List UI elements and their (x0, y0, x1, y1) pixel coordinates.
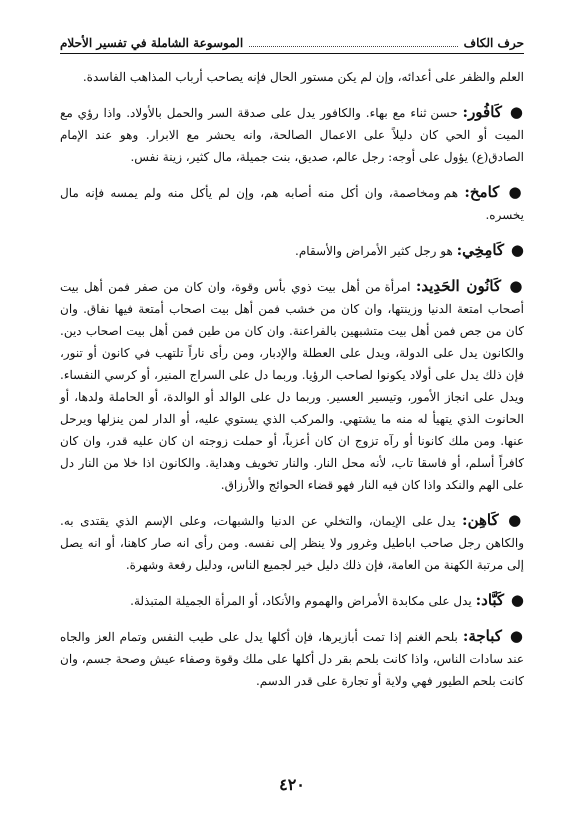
bullet-icon: ● (508, 511, 524, 529)
entry-term: كباجة: (462, 627, 502, 645)
header-dot-leader (249, 46, 457, 47)
header-rule (60, 53, 524, 54)
page-number: ٤٢٠ (279, 775, 305, 794)
entry-text: هم ومخاصمة، وان أكل منه أصابه هم، وإن لم يأكل منه ولم يمسه فإنه مال يخسره. (60, 186, 524, 222)
entry-kamikhi (60, 239, 524, 262)
entry-text: يدل على الإيمان، والتخلي عن الدنيا والشبهات، وعلى الإسم الذي يقتدى به. والكاهن رجل صاحب اباطيل وغرور ولا ينظر إلى نفسه. ومن رأى انه صار كاهنا، أو انه يصل إلى مرتبة الكهنة من العامة، فإن ذلك دليل خير لجميع الناس، ودليل رفعة وشهرة. (60, 514, 524, 572)
entry-text: بلحم الغنم إذا تمت أبازيرها، فإن أكلها يدل على طيب النفس وتمام العز والجاه عند سادات الناس، واذا كانت بلحم بقر دل أكلها على ملك وقوة وصفاء عيش وصحة جسم، وان كانت بلحم الطيور فهي ولاية أو تجارة على قدر الدسم. (60, 630, 524, 688)
entry-kafur (60, 101, 524, 168)
entry-text: العلم والظفر على أعدائه، وإن لم يكن مستور الحال فإنه يصاحب أرباب المذاهب الفاسدة. (82, 70, 524, 84)
entry-term: كَبَّاد: (475, 591, 505, 609)
entry-term: كَاهِن: (462, 511, 499, 529)
header-book-title: الموسوعة الشاملة في تفسير الأحلام (60, 36, 244, 50)
running-header (60, 36, 524, 50)
entry-term: كامخ: (464, 183, 500, 201)
entry-text: امرأة من أهل بيت ذوي بأس وقوة، وان كان من صفر فمن أهل بيت أصحاب امتعة الدنيا وزينتها، وان كان من خشب فمن أهل بيت اصحاب أمتعة فيها نفاق. وان كان من جص فمن أهل بيت متشبهين بالفراعنة. وان كان من طين فمن أهل بيت اصحاب دين. والكانون يدل على الدولة، ويدل على العطلة والإدبار، ومن رأى ناراً تلتهب في كانون أو تنور، فإن ذلك يدل على أولاد يكونوا لصاحب الرؤيا. وربما دل على السراج المنير، أو كرسي النفساء. ويدل على انجاز الأمور، وتيسير العسير. وربما دل على الوالد أو الوالدة، أو الحاملة ولدها، أو الحانوت الذي يتهيأ له منه ما يشتهي. والمركب الذي يستوي عليه، أو الدار لمن ينزلها ويرحل عنها. ومن ملك كانونا أو رآه تزوج ان كان أعزباً، أو حملت زوجته ان كان عليه قدر، وان كان كافراً أسلم، أو فاسقا تاب، لأنه محل النار. والنار تخويف وهداية. والكانون اذا خلا من النار دل على الهم والنكد واذا كان فيه النار فهو قضاء الحوائج والأرزاق. (60, 280, 525, 492)
entry-text: يدل على مكابدة الأمراض والهموم والأنكاد، أو المرأة الجميلة المتبذلة. (130, 594, 472, 608)
bullet-icon: ● (508, 183, 524, 201)
entry-kamikh (60, 181, 524, 226)
entry-term: كَانُون الحَدِيد: (415, 277, 502, 295)
entry-kanun (60, 275, 524, 496)
entry-text: هو رجل كثير الأمراض والأسقام. (295, 244, 453, 258)
entry-term: كَافُور: (462, 103, 502, 121)
bullet-icon: ● (509, 103, 524, 121)
bullet-icon: ● (509, 277, 524, 295)
bullet-icon: ● (509, 627, 524, 645)
bullet-icon: ● (510, 241, 524, 259)
entry-kahin (60, 509, 524, 576)
entries-body (60, 66, 524, 692)
bullet-icon: ● (510, 591, 524, 609)
entry-text: حسن ثناء مع بهاء. والكافور يدل على صدقة السر والحمل بالأولاد. واذا رؤي مع الميت أو الحي كان دليلاً على الاعمال الصالحة، وانه يحشر مع الابرار. وهو عند الإمام الصادق(ع) يؤول على أوجه: رجل عالم، صديق، بنت جميلة، مال كثير، زينة نفس. (60, 106, 524, 164)
entry-kabbad (60, 589, 524, 612)
entry-kabaja (60, 625, 524, 692)
entry-term: كَامِخِي: (456, 241, 505, 259)
header-chapter-title: حرف الكاف (463, 36, 524, 50)
continued-paragraph (60, 66, 524, 88)
